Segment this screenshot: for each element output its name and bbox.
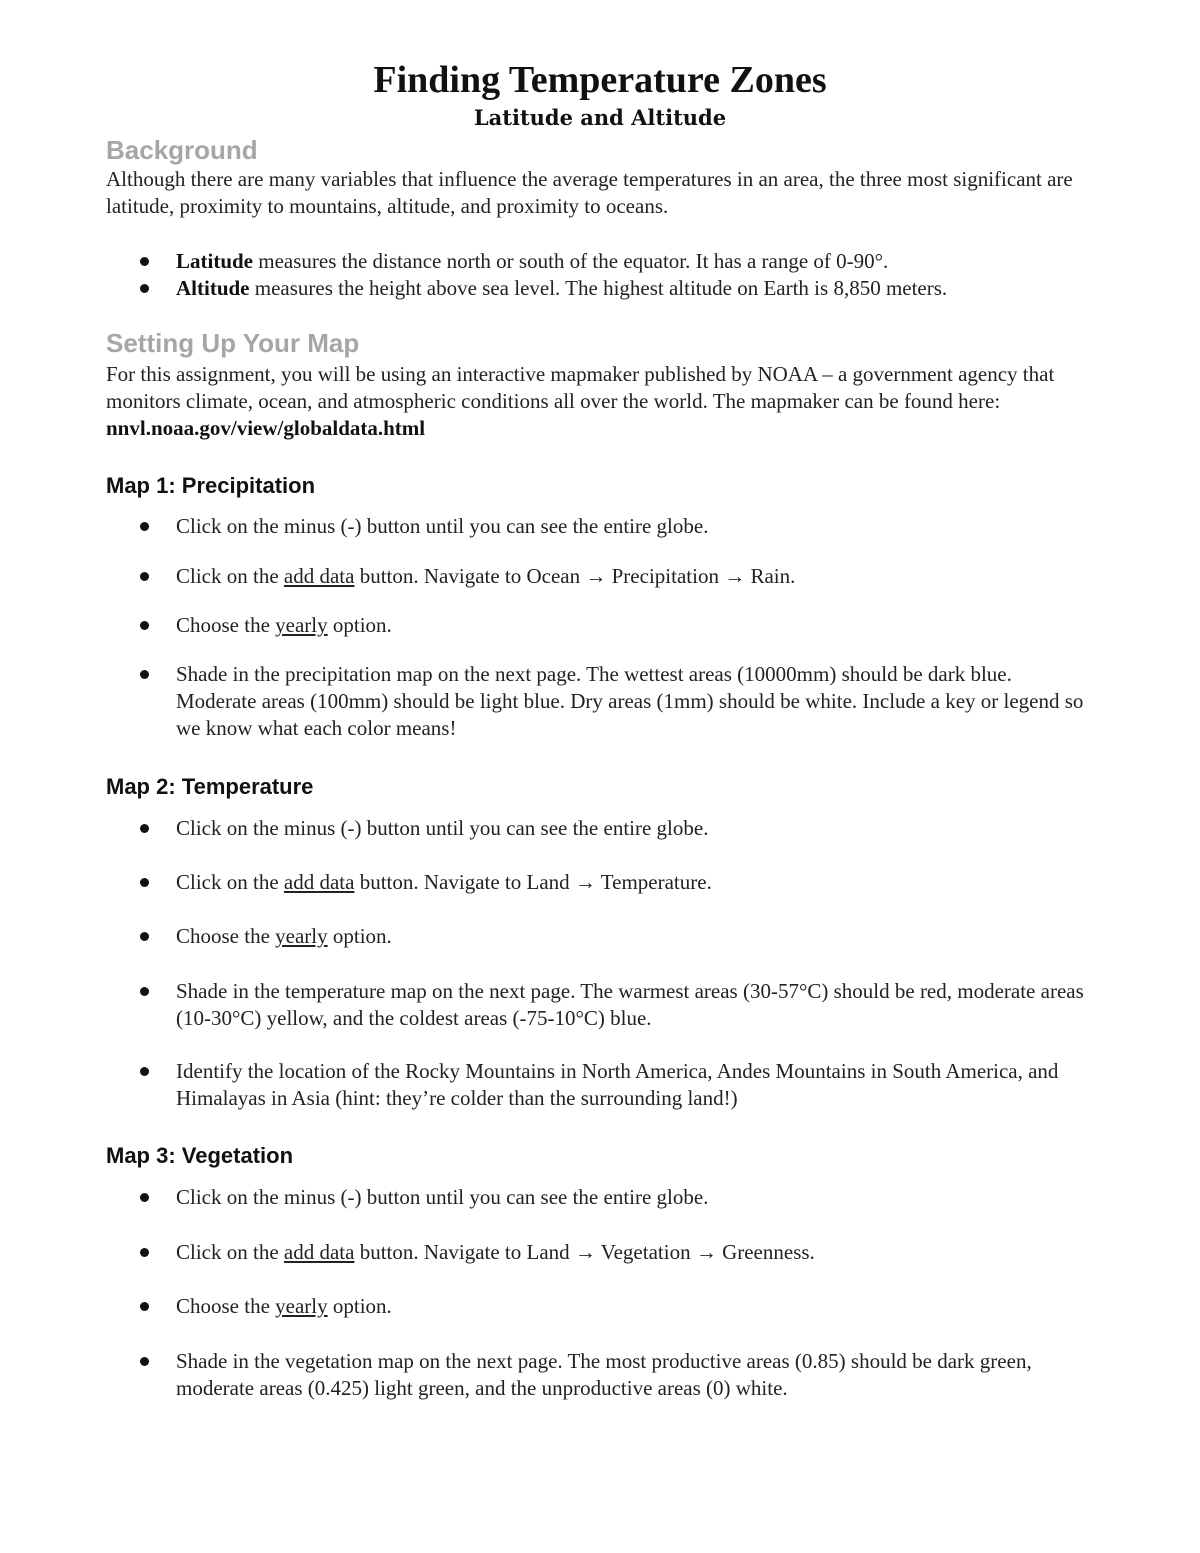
map2-step-shade: Shade in the temperature map on the next page. The warmest areas (30-57°C) should be red, moderate areas (10-30°C) yellow, and the coldest areas (-75-10°C) blue. <box>176 979 1084 1030</box>
yearly-term: yearly <box>275 1294 328 1318</box>
list-item <box>106 248 1096 275</box>
map2-heading: Map 2: Temperature <box>106 774 314 799</box>
page-title: Finding Temperature Zones <box>373 59 827 101</box>
map1-step-shade: Shade in the precipitation map on the next page. The wettest areas (10000mm) should be dark blue. Moderate areas (100mm) should be light blue. Dry areas (1mm) should be white. Include a key or legend so we know what each color means! <box>176 662 1084 740</box>
list-item <box>106 978 1096 1032</box>
add-data-term: add data <box>283 870 355 894</box>
map3-step-shade: Shade in the vegetation map on the next page. The most productive areas (0.85) should be dark green, moderate areas (0.425) light green, and the unproductive areas (0) white. <box>176 1349 1032 1400</box>
add-data-term: add data <box>283 564 355 588</box>
list-item <box>106 275 1096 302</box>
setup-paragraph <box>106 361 1096 442</box>
bullet-icon <box>140 284 149 293</box>
list-item <box>106 1058 1096 1112</box>
bullet-icon <box>140 572 149 581</box>
setup-text: For this assignment, you will be using an interactive mapmaker published by NOAA – a government agency that monitors climate, ocean, and atmospheric conditions all over the world. The mapmaker can be found here: <box>106 362 1055 413</box>
add-data-term: add data <box>283 1240 355 1264</box>
bullet-icon <box>140 878 149 887</box>
map2-step-mountains: Identify the location of the Rocky Mountains in North America, Andes Mountains in South America, and Himalayas in Asia (hint: they’re colder than the surrounding land!) <box>176 1059 1059 1110</box>
latitude-term: Latitude <box>176 249 254 273</box>
list-item <box>106 1293 1096 1320</box>
map3-step-zoom: Click on the minus (-) button until you can see the entire globe. <box>176 1185 709 1209</box>
bullet-icon <box>140 824 149 833</box>
map1-step-zoom: Click on the minus (-) button until you can see the entire globe. <box>176 514 709 538</box>
map3-heading: Map 3: Vegetation <box>106 1143 294 1168</box>
bullet-icon <box>140 987 149 996</box>
latitude-definition: measures the distance north or south of the equator. It has a range of 0-90°. <box>253 249 889 273</box>
bullet-icon <box>140 1067 149 1076</box>
list-item <box>106 1239 1096 1266</box>
map1-step-add-data: Click on the add data button. Navigate to Ocean → Precipitation → Rain. <box>176 564 796 588</box>
list-item <box>106 815 1096 842</box>
bullet-icon <box>140 522 149 531</box>
yearly-term: yearly <box>275 924 328 948</box>
bullet-icon <box>140 1357 149 1366</box>
map2-step-add-data: Click on the add data button. Navigate to Land → Temperature. <box>176 870 712 894</box>
bullet-icon <box>140 670 149 679</box>
list-item <box>106 661 1096 742</box>
list-item <box>106 1184 1096 1211</box>
mapmaker-url: nnvl.noaa.gov/view/globaldata.html <box>106 416 426 440</box>
bullet-icon <box>140 932 149 941</box>
map3-step-yearly: Choose the yearly option. <box>176 1294 392 1318</box>
map3-step-add-data: Click on the add data button. Navigate to Land → Vegetation → Greenness. <box>176 1240 815 1264</box>
list-item <box>106 612 1096 639</box>
setup-heading: Setting Up Your Map <box>106 328 360 358</box>
bullet-icon <box>140 1302 149 1311</box>
page-subtitle: Latitude and Altitude <box>473 105 727 130</box>
yearly-term: yearly <box>275 613 328 637</box>
altitude-definition: measures the height above sea level. The highest altitude on Earth is 8,850 meters. <box>249 276 948 300</box>
map1-heading: Map 1: Precipitation <box>106 473 316 498</box>
list-item <box>106 513 1096 540</box>
list-item <box>106 869 1096 896</box>
list-item <box>106 1348 1096 1402</box>
altitude-term: Altitude <box>176 276 250 300</box>
map1-step-yearly: Choose the yearly option. <box>176 613 392 637</box>
list-item <box>106 563 1096 590</box>
background-paragraph: Although there are many variables that influence the average temperatures in an area, the three most significant are latitude, proximity to mountains, altitude, and proximity to oceans. <box>106 167 1073 218</box>
bullet-icon <box>140 1193 149 1202</box>
list-item <box>106 923 1096 950</box>
map2-step-zoom: Click on the minus (-) button until you can see the entire globe. <box>176 816 709 840</box>
map2-step-yearly: Choose the yearly option. <box>176 924 392 948</box>
bullet-icon <box>140 257 149 266</box>
background-heading: Background <box>106 135 258 165</box>
bullet-icon <box>140 1248 149 1257</box>
bullet-icon <box>140 621 149 630</box>
